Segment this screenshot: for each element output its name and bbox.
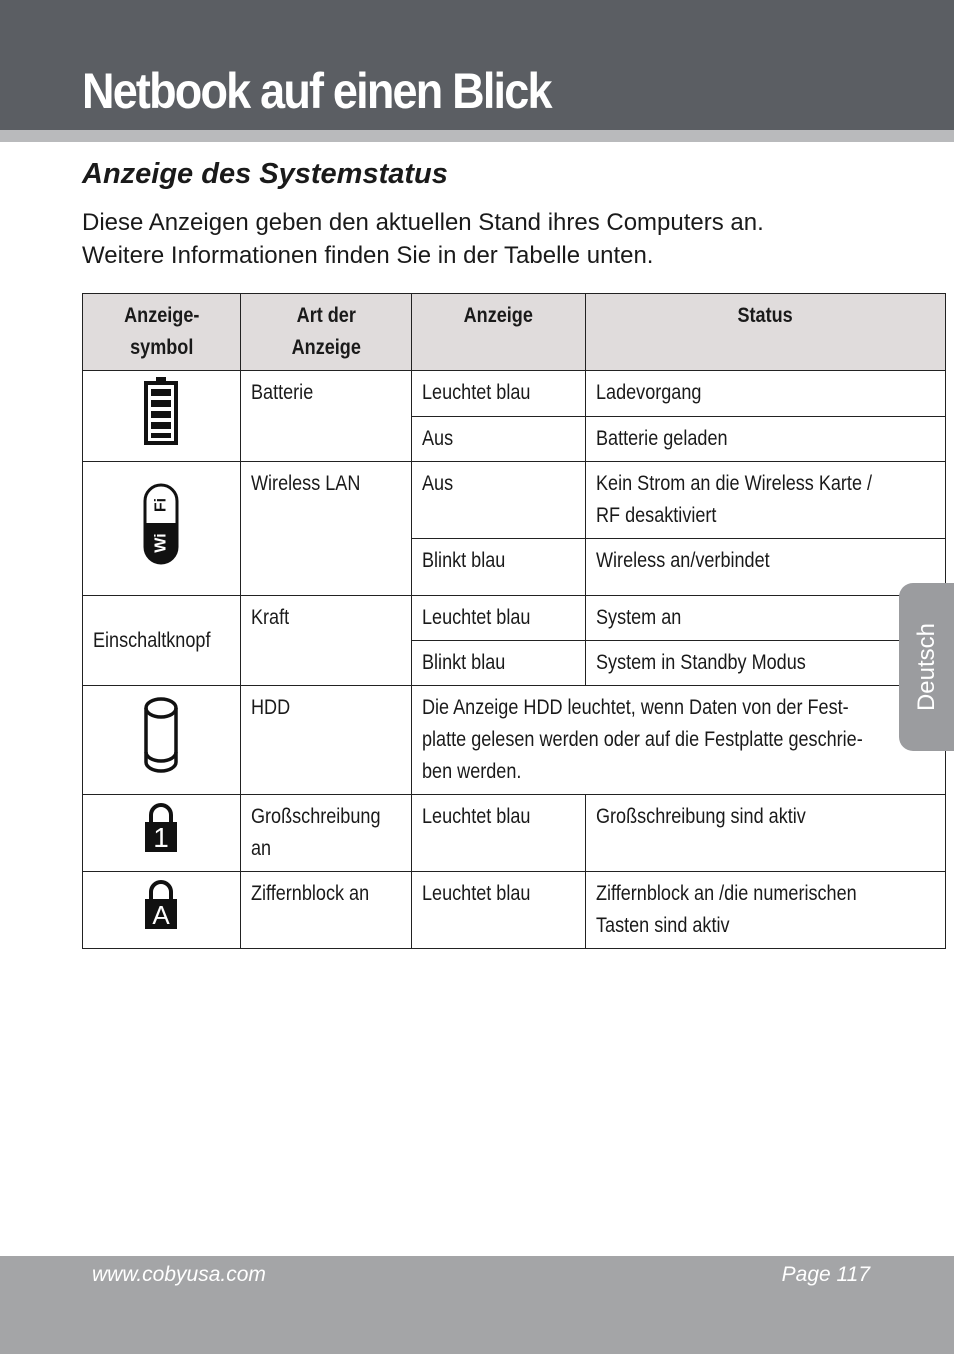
type-battery: Batterie [240,371,412,462]
indicator-cell: Leuchtet blau [412,795,586,872]
indicator-cell: Blinkt blau [412,539,586,596]
page-number: Page 117 [781,1263,870,1286]
svg-text:A: A [152,900,170,930]
hdd-icon [83,686,241,795]
hdd-description: Die Anzeige HDD leuchtet, wenn Daten von der Fest- platte gelesen werden oder auf die Festplatte geschrie- ben werden. [412,686,945,795]
indicator-cell: Aus [412,416,586,462]
section-title: Anzeige des Systemstatus [82,158,448,190]
battery-icon [83,371,241,462]
svg-text:1: 1 [153,822,170,853]
header-type: Art der Anzeige [240,294,412,371]
page-title: Netbook auf einen Blick [82,63,551,119]
svg-text:Fi: Fi [152,497,170,512]
header-indicator: Anzeige [412,294,586,371]
table-row [83,686,946,795]
svg-text:Wi: Wi [152,532,170,553]
status-cell: Großschreibung sind aktiv [585,795,945,872]
status-cell: System in Standby Modus [585,641,945,686]
status-cell: Ziffernblock an /die numerischen Tasten sind aktiv [585,872,945,949]
type-power: Kraft [240,596,412,686]
table-header-row [83,294,946,371]
indicator-cell: Blinkt blau [412,641,586,686]
status-cell: Kein Strom an die Wireless Karte / RF desaktiviert [585,462,945,539]
status-cell: System an [585,596,945,641]
language-tab-label: Deutsch [912,622,940,712]
indicator-cell: Leuchtet blau [412,371,586,417]
status-cell: Batterie geladen [585,416,945,462]
table-row [83,371,946,417]
caps-lock-icon [83,795,241,872]
type-hdd: HDD [240,686,412,795]
table-row [83,462,946,539]
indicator-cell: Leuchtet blau [412,872,586,949]
indicator-cell: Leuchtet blau [412,596,586,641]
table-row [83,872,946,949]
type-num-lock: Ziffernblock an [240,872,412,949]
intro-line-2: Weitere Informationen finden Sie in der Tabelle unten. [82,242,654,269]
intro-line-1: Diese Anzeigen geben den aktuellen Stand ihres Computers an. [82,209,764,236]
header-stripe [0,130,954,142]
type-caps-lock: Großschreibung an [240,795,412,872]
power-button-label: Einschaltknopf [83,596,241,686]
header-symbol: Anzeige- symbol [83,294,241,371]
wifi-icon [83,462,241,596]
table-row [83,795,946,872]
header-status: Status [585,294,945,371]
status-cell: Wireless an/verbindet [585,539,945,596]
type-wireless: Wireless LAN [240,462,412,596]
intro-text [82,206,882,272]
num-lock-icon [83,872,241,949]
status-table [82,293,946,949]
indicator-cell: Aus [412,462,586,539]
table-row [83,596,946,641]
status-cell: Ladevorgang [585,371,945,417]
footer-url: www.cobyusa.com [92,1263,266,1286]
language-tab [899,583,954,751]
